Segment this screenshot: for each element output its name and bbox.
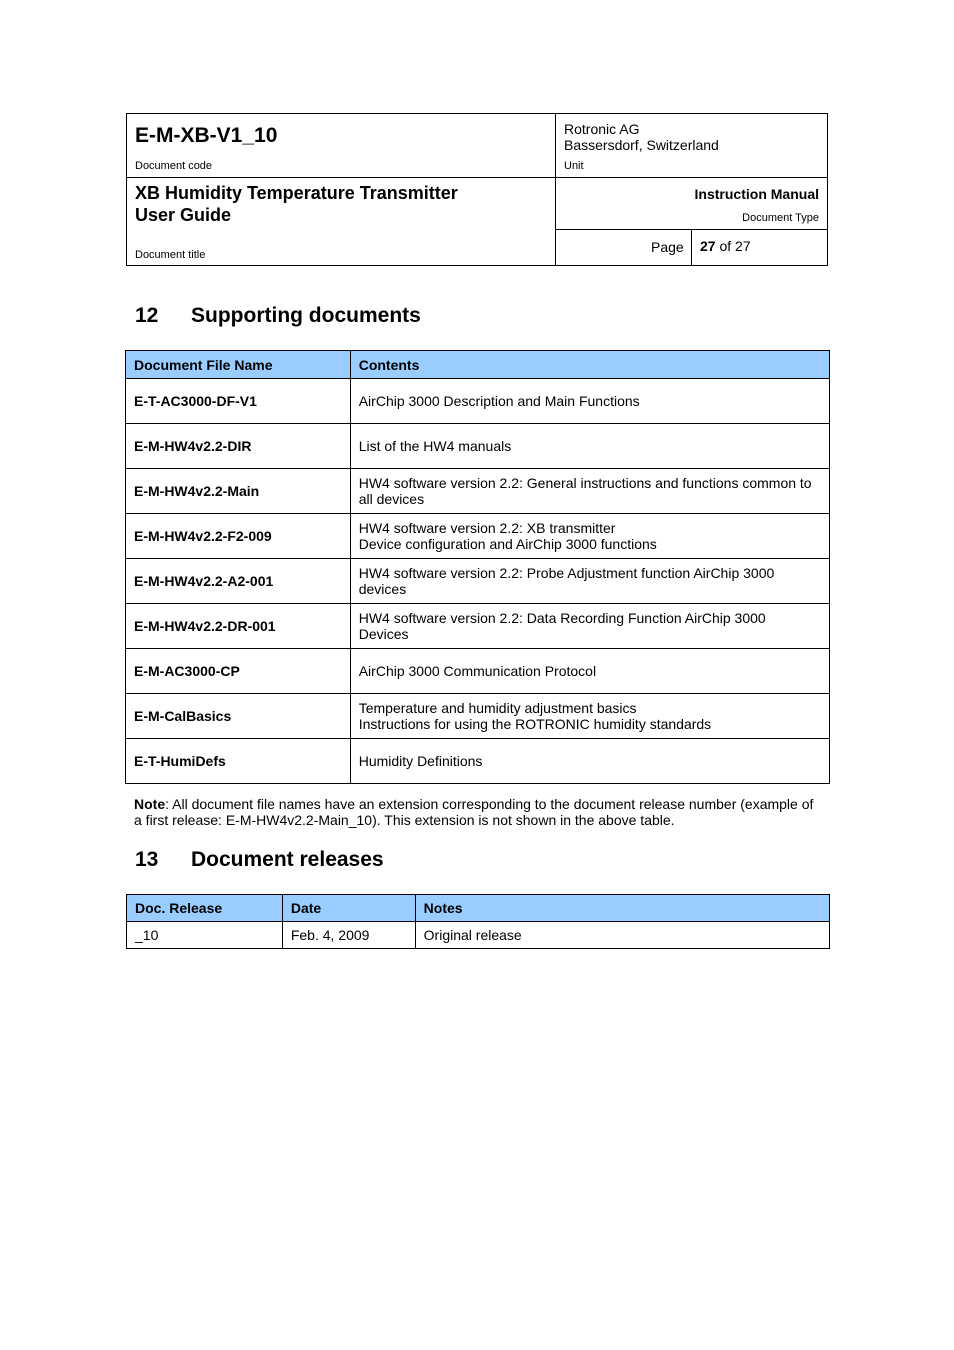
document-header <box>126 113 828 266</box>
table-header-row <box>126 351 830 379</box>
column-header: Document File Name <box>126 351 351 379</box>
company-line1: Rotronic AG <box>564 121 640 137</box>
document-releases-table <box>126 894 830 949</box>
document-file-name: E-M-HW4v2.2-F2-009 <box>126 514 351 559</box>
contents-line: Temperature and humidity adjustment basics <box>358 700 637 716</box>
note-text: : All document file names have an extension corresponding to the document release number (example of a first release: E-M-HW4v2.2-Main_10). This extension is not shown in the above table. <box>134 796 814 828</box>
contents-line: HW4 software version 2.2: General instructions and functions common to <box>358 475 812 491</box>
table-row <box>126 559 830 604</box>
release-date: Feb. 4, 2009 <box>282 922 415 949</box>
contents-line: all devices <box>358 491 425 507</box>
contents-line: devices <box>358 581 407 597</box>
document-file-name: E-M-HW4v2.2-Main <box>126 469 351 514</box>
section-number: 13 <box>135 848 159 871</box>
document-contents <box>350 604 829 649</box>
contents-line: Device configuration and AirChip 3000 functions <box>358 536 657 552</box>
contents-line: AirChip 3000 Description and Main Functions <box>358 393 640 409</box>
page-number <box>700 238 751 254</box>
document-type-label: Document Type <box>742 212 819 224</box>
document-contents <box>350 514 829 559</box>
document-type: Instruction Manual <box>694 186 819 202</box>
table-header-row <box>127 895 830 922</box>
table-row <box>127 922 830 949</box>
contents-line: Devices <box>358 626 409 642</box>
page-label: Page <box>651 239 684 255</box>
contents-line: Humidity Definitions <box>358 753 483 769</box>
table-row <box>126 379 830 424</box>
company-line2: Bassersdorf, Switzerland <box>564 137 719 153</box>
document-contents <box>350 739 829 784</box>
page-total: of 27 <box>719 238 751 254</box>
release-number: _10 <box>127 922 283 949</box>
document-contents <box>350 649 829 694</box>
document-code-label: Document code <box>135 160 213 172</box>
contents-line: HW4 software version 2.2: Probe Adjustment function AirChip 3000 <box>358 565 775 581</box>
page-current: 27 <box>700 238 716 254</box>
section-12-heading <box>135 304 421 328</box>
column-header: Notes <box>415 895 829 922</box>
document-title-label: Document title <box>135 249 206 261</box>
table-row <box>126 604 830 649</box>
note-label: Note <box>134 796 166 812</box>
document-file-name: E-M-HW4v2.2-A2-001 <box>126 559 351 604</box>
table-row <box>126 739 830 784</box>
section-title: Supporting documents <box>191 304 421 327</box>
contents-line: HW4 software version 2.2: XB transmitter <box>358 520 616 536</box>
note-paragraph <box>134 796 824 828</box>
table-row <box>126 424 830 469</box>
document-contents <box>350 424 829 469</box>
supporting-documents-table <box>125 350 830 784</box>
document-file-name: E-T-HumiDefs <box>126 739 351 784</box>
contents-line: Instructions for using the ROTRONIC humidity standards <box>358 716 712 732</box>
section-number: 12 <box>135 304 159 327</box>
document-file-name: E-T-AC3000-DF-V1 <box>126 379 351 424</box>
title-line1: XB Humidity Temperature Transmitter <box>135 183 458 203</box>
document-contents <box>350 469 829 514</box>
section-13-heading <box>135 848 384 872</box>
unit-label: Unit <box>564 160 584 172</box>
contents-line: HW4 software version 2.2: Data Recording Function AirChip 3000 <box>358 610 766 626</box>
column-header: Doc. Release <box>127 895 283 922</box>
contents-line: List of the HW4 manuals <box>358 438 512 454</box>
table-row <box>126 514 830 559</box>
table-row <box>126 469 830 514</box>
company-name <box>564 121 719 153</box>
document-title <box>135 182 458 226</box>
title-line2: User Guide <box>135 205 232 225</box>
column-header: Date <box>282 895 415 922</box>
table-row <box>126 694 830 739</box>
table-row <box>126 649 830 694</box>
section-title: Document releases <box>191 848 384 871</box>
document-file-name: E-M-HW4v2.2-DIR <box>126 424 351 469</box>
document-file-name: E-M-AC3000-CP <box>126 649 351 694</box>
document-contents <box>350 379 829 424</box>
document-contents <box>350 559 829 604</box>
document-file-name: E-M-HW4v2.2-DR-001 <box>126 604 351 649</box>
contents-line: AirChip 3000 Communication Protocol <box>358 663 597 679</box>
document-code: E-M-XB-V1_10 <box>135 124 278 147</box>
release-notes: Original release <box>415 922 829 949</box>
column-header: Contents <box>350 351 829 379</box>
document-contents <box>350 694 829 739</box>
document-file-name: E-M-CalBasics <box>126 694 351 739</box>
